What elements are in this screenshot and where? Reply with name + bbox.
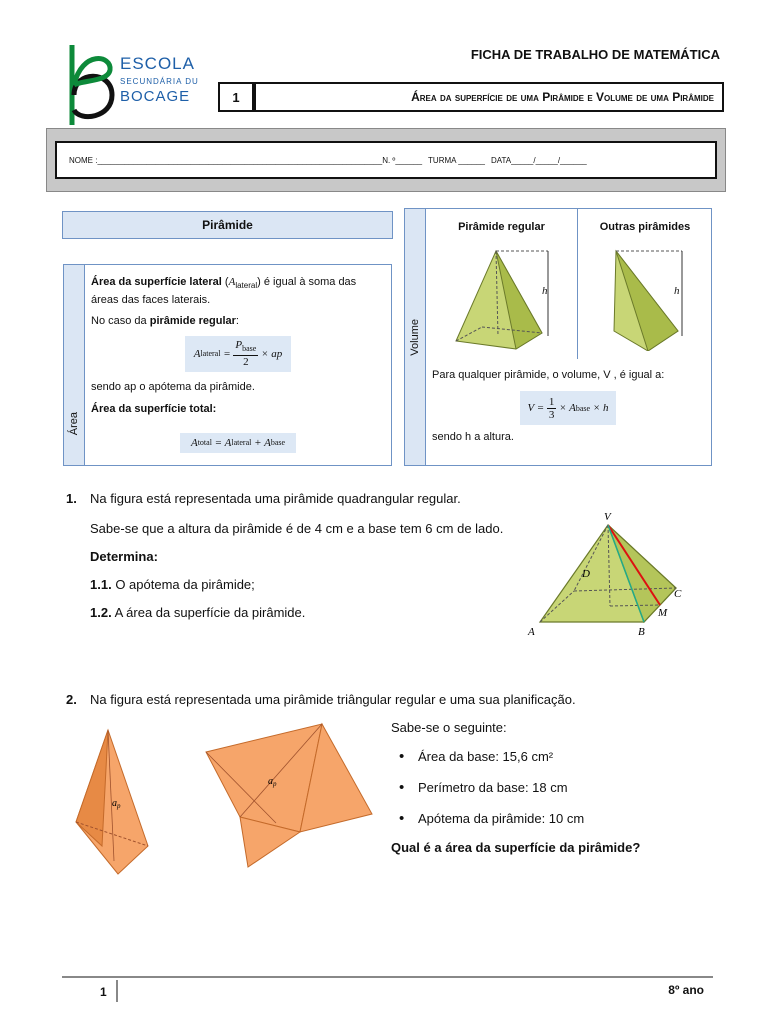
point-M-label: M xyxy=(658,607,668,619)
footer-divider xyxy=(116,980,118,1002)
q2-question: Qual é a área da superfície da pirâmide? xyxy=(391,840,641,855)
q2-intro: Sabe-se o seguinte: xyxy=(391,720,507,735)
question-1: 1. Na figura está representada uma pirâmide quadrangular regular. Sabe-se que a altura da pirâmide é de 4 cm e a base tem 6 cm de lado. Determina: 1.1. O apótema da pirâmide; 1.2. A área da superfície da pirâmide. xyxy=(66,491,504,620)
volume-side-label: Volume xyxy=(409,318,421,356)
list-item: • Área da base: 15,6 cm² xyxy=(391,749,731,764)
height-description: sendo h a altura. xyxy=(432,431,514,443)
worksheet-number: 1 xyxy=(218,82,254,112)
logo-mark-icon xyxy=(62,40,122,130)
vertex-A-label: A xyxy=(528,626,535,638)
school-logo xyxy=(62,40,232,130)
grade-label: 8º ano xyxy=(668,983,704,997)
area-content xyxy=(85,264,392,466)
area-side-label: Área xyxy=(68,411,80,435)
class-field[interactable]: TURMA ______ xyxy=(428,155,485,165)
student-form xyxy=(55,141,717,179)
date-field[interactable]: DATA_____/_____/______ xyxy=(490,155,587,165)
volume-side-bar xyxy=(404,208,426,466)
volume-content xyxy=(426,208,712,466)
triangular-pyramid-figure xyxy=(70,726,160,881)
vertex-D-label: D xyxy=(582,568,590,580)
name-label: NOME : xyxy=(69,155,98,165)
lateral-area-text: Área da superfície lateral $(A_{lateral})$ é igual à soma das áreas das faces laterais. xyxy=(91,276,357,307)
pyramid-title: Pirâmide xyxy=(62,211,393,239)
total-area-formula: A total = A lateral + A base xyxy=(180,433,296,453)
question-2-body xyxy=(391,720,731,855)
vertex-V-label: V xyxy=(604,511,611,523)
pyramid-net-figure xyxy=(200,722,380,872)
apothem-text: sendo ap o apótema da pirâmide. xyxy=(91,381,255,394)
vertex-C-label: C xyxy=(674,588,682,600)
regular-pyramid-text: No caso da pirâmide regular: xyxy=(91,315,239,328)
q2-data-list xyxy=(391,749,731,826)
apothem-label-net: $a_p$ xyxy=(268,776,277,788)
vertex-B-label: B xyxy=(638,626,645,638)
square-pyramid-figure xyxy=(526,505,696,640)
worksheet-subject: Área da superfície de uma Pirâmide e Volume de uma Pirâmide xyxy=(254,82,724,112)
area-side-bar xyxy=(63,264,85,466)
other-pyramid-figure xyxy=(596,241,706,351)
regular-pyramid-heading: Pirâmide regular xyxy=(458,221,545,233)
height-label-regular: h xyxy=(542,285,548,297)
volume-description: Para qualquer pirâmide, o volume, V , é igual a: xyxy=(432,369,665,381)
volume-formula: V = $\frac{1}{3}$ × A base × h xyxy=(520,391,616,425)
lateral-area-formula: A lateral = $P_{base}$ 2 × ap xyxy=(185,336,291,372)
list-item: • Apótema da pirâmide: 10 cm xyxy=(391,811,731,826)
logo-line3: BOCAGE xyxy=(120,88,191,105)
number-field[interactable]: N. º______ xyxy=(382,155,423,165)
question-2-header: 2. Na figura está representada uma pirâmide triângular regular e uma sua planificação. xyxy=(66,692,576,707)
height-label-other: h xyxy=(674,285,680,297)
total-area-heading: Área da superfície total: xyxy=(91,403,217,416)
footer-rule xyxy=(62,976,713,978)
list-item: • Perímetro da base: 18 cm xyxy=(391,780,731,795)
page-number: 1 xyxy=(100,985,107,999)
logo-line2: SECUNDÁRIA DU xyxy=(120,77,199,86)
name-field[interactable]: ________________________________________________________________ xyxy=(97,155,383,165)
other-pyramids-heading: Outras pirâmides xyxy=(599,221,691,233)
logo-line1: ESCOLA xyxy=(120,54,195,73)
worksheet-title: FICHA DE TRABALHO DE MATEMÁTICA xyxy=(470,47,720,62)
regular-pyramid-figure xyxy=(446,241,576,351)
student-form-frame xyxy=(46,128,726,192)
apothem-label-pyramid: $a_p$ xyxy=(112,798,121,810)
